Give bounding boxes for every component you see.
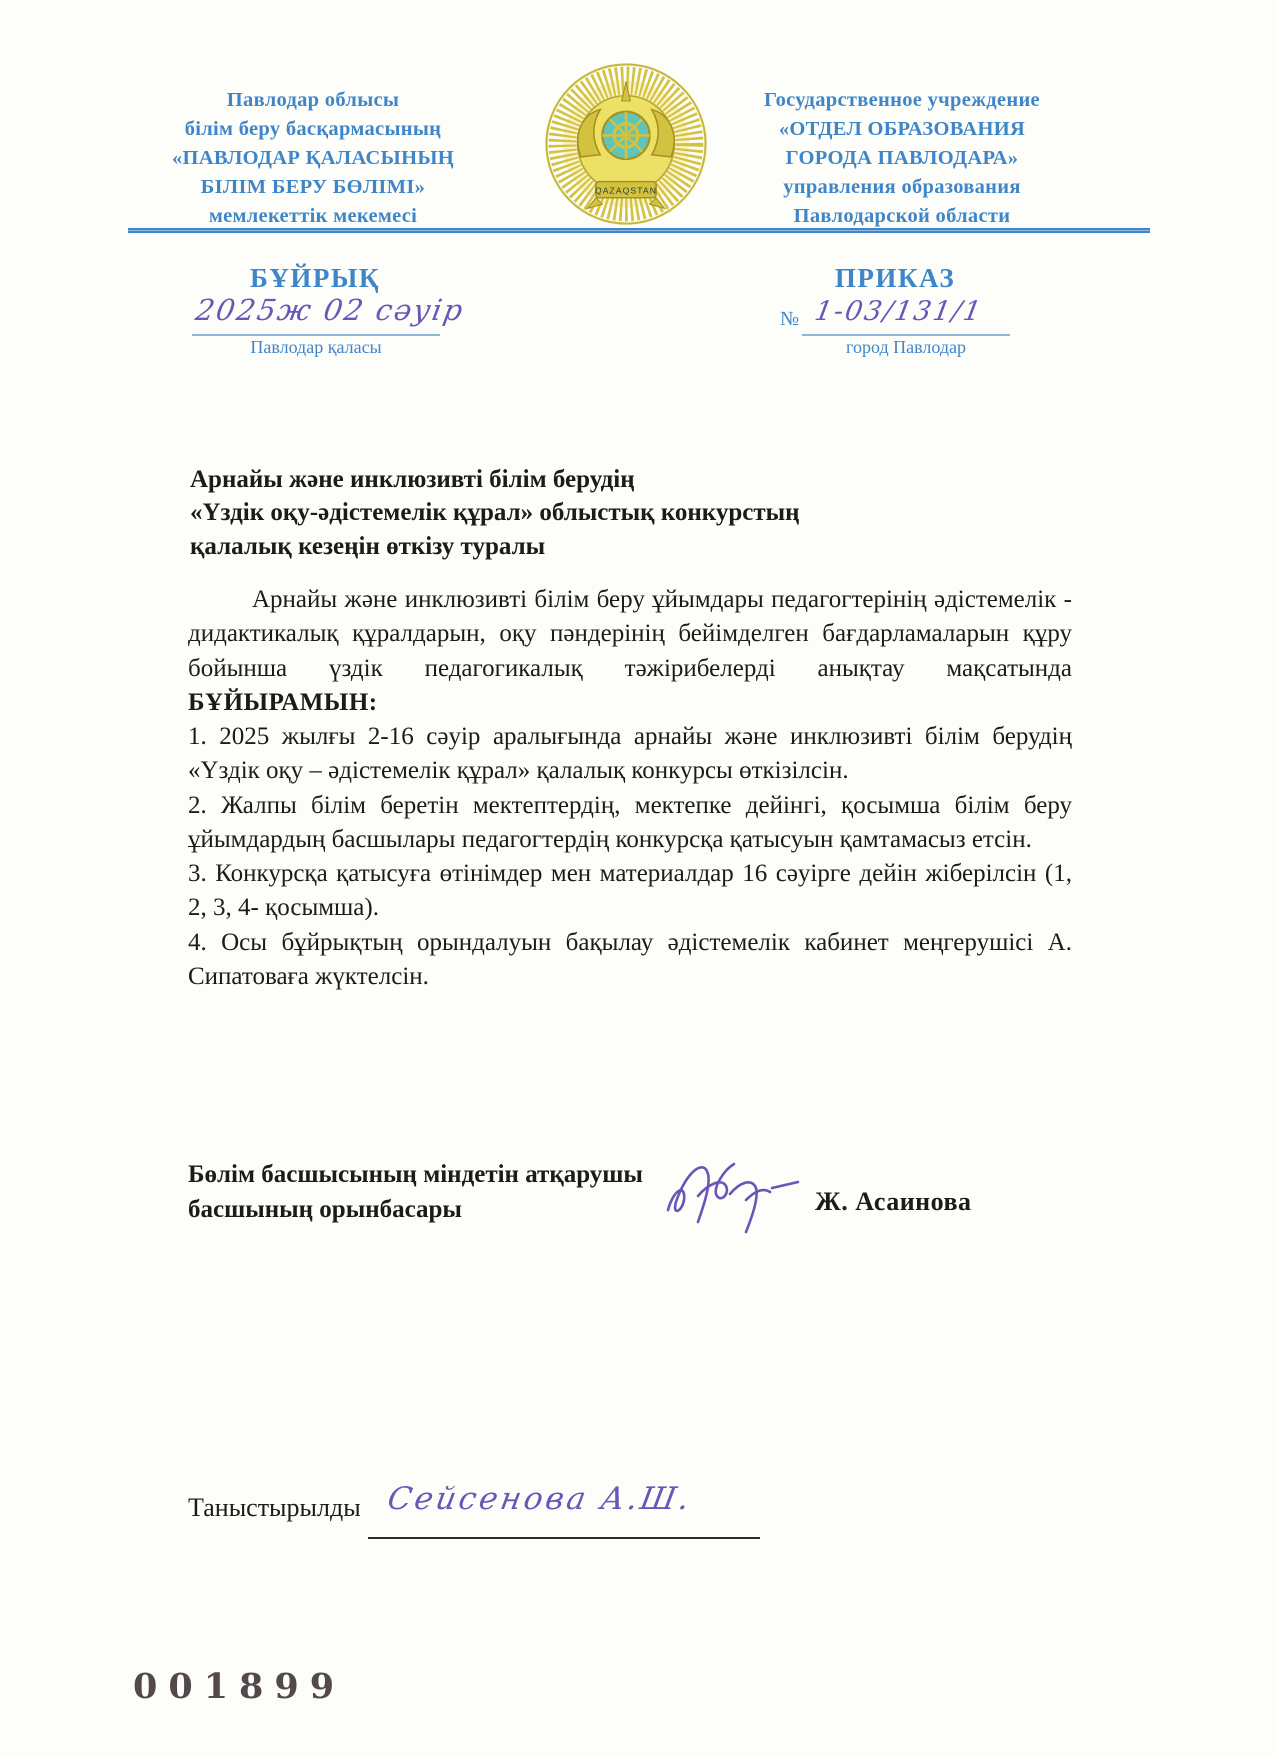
issuer-org-russian [728,86,1076,232]
org-line: Павлодар облысы [226,89,400,111]
order-item-1: 1. 2025 жылғы 2-16 сәуір аралығында арнайы және инклюзивті білім берудің «Үздік оқу – әдістемелік құрал» қалалық конкурсы өткізілсін. [188,723,1072,785]
kazakhstan-coat-of-arms-icon [540,58,712,230]
order-subject [190,463,890,563]
header-divider-line [128,228,1150,233]
order-item-2: 2. Жалпы білім беретін мектептердің, мектепке дейінгі, қосымша білім беру ұйымдардың басшылары педагогтердің конкурсқа қатысуын қамтамасыз етсін. [188,791,1072,853]
org-line: ГОРОДА ПАВЛОДАРА» [785,147,1019,170]
order-word: БҰЙЫРАМЫН: [188,688,378,716]
subject-line: қалалық кезеңін өткізу туралы [190,532,546,560]
org-line: Павлодарской области [793,205,1011,228]
org-line: управления образования [783,176,1021,199]
order-item-3: 3. Конкурсқа қатысуға өтінімдер мен материалдар 16 сәуірге дейін жіберілсін (1, 2, 3, 4- қосымша). [188,860,1072,922]
order-body [188,583,1072,994]
intro-paragraph [188,583,1072,720]
issue-place-kazakh: Павлодар қаласы [250,337,382,357]
acknowledgment-label: Таныстырылды [188,1493,361,1522]
org-line: «ПАВЛОДАР ҚАЛАСЫНЫҢ [171,147,455,170]
handwritten-date: 2025ж 02 сәуір [193,293,468,327]
date-underline [192,334,440,336]
signatory-position [188,1158,688,1227]
emblem-banner-text: QAZAQSTAN [594,185,658,196]
acknowledgment-signature: Сейсенова А.Ш. [384,1481,695,1517]
position-line: Бөлім басшысының міндетін атқарушы [188,1161,643,1188]
signatory-name: Ж. Асаинова [815,1187,972,1216]
org-line: білім беру басқармасының [184,118,442,141]
intro-text: Арнайы және инклюзивті білім беру ұйымдары педагогтерінің әдістемелік - дидактикалық құралдарын, оқу пәндерінің бейімделген бағдарламаларын құру бойынша үздік педагогикалық тәжірибелерді анықтау мақсатында [188,586,1072,682]
org-line: БІЛІМ БЕРУ БӨЛІМІ» [200,176,426,199]
order-title-russian: ПРИКАЗ [834,263,956,293]
issue-place-russian: город Павлодар [846,337,966,357]
order-number-label: № [780,308,800,330]
subject-line: Арнайы және инклюзивті білім берудің [190,466,635,493]
subject-line: «Үздік оқу-әдістемелік құрал» облыстық конкурстың [190,499,800,527]
acknowledgment-underline [368,1537,760,1539]
number-underline [802,334,1010,336]
order-item-4: 4. Осы бұйрықтың орындалуын бақылау әдістемелік кабинет меңгерушісі А. Сипатоваға жүктелсін. [188,928,1072,990]
handwritten-order-number: 1-03/131/1 [812,296,986,327]
org-line: мемлекеттік мекемесі [208,205,418,228]
org-line: «ОТДЕЛ ОБРАЗОВАНИЯ [778,118,1026,141]
registration-stamp-number: 001899 [133,1666,346,1707]
issuer-org-kazakh [148,86,478,232]
org-line: Государственное учреждение [764,89,1040,111]
position-line: басшының орынбасары [188,1195,462,1223]
order-title-kazakh: БҰЙРЫҚ [250,263,380,293]
signature-scrawl-icon [660,1148,810,1238]
